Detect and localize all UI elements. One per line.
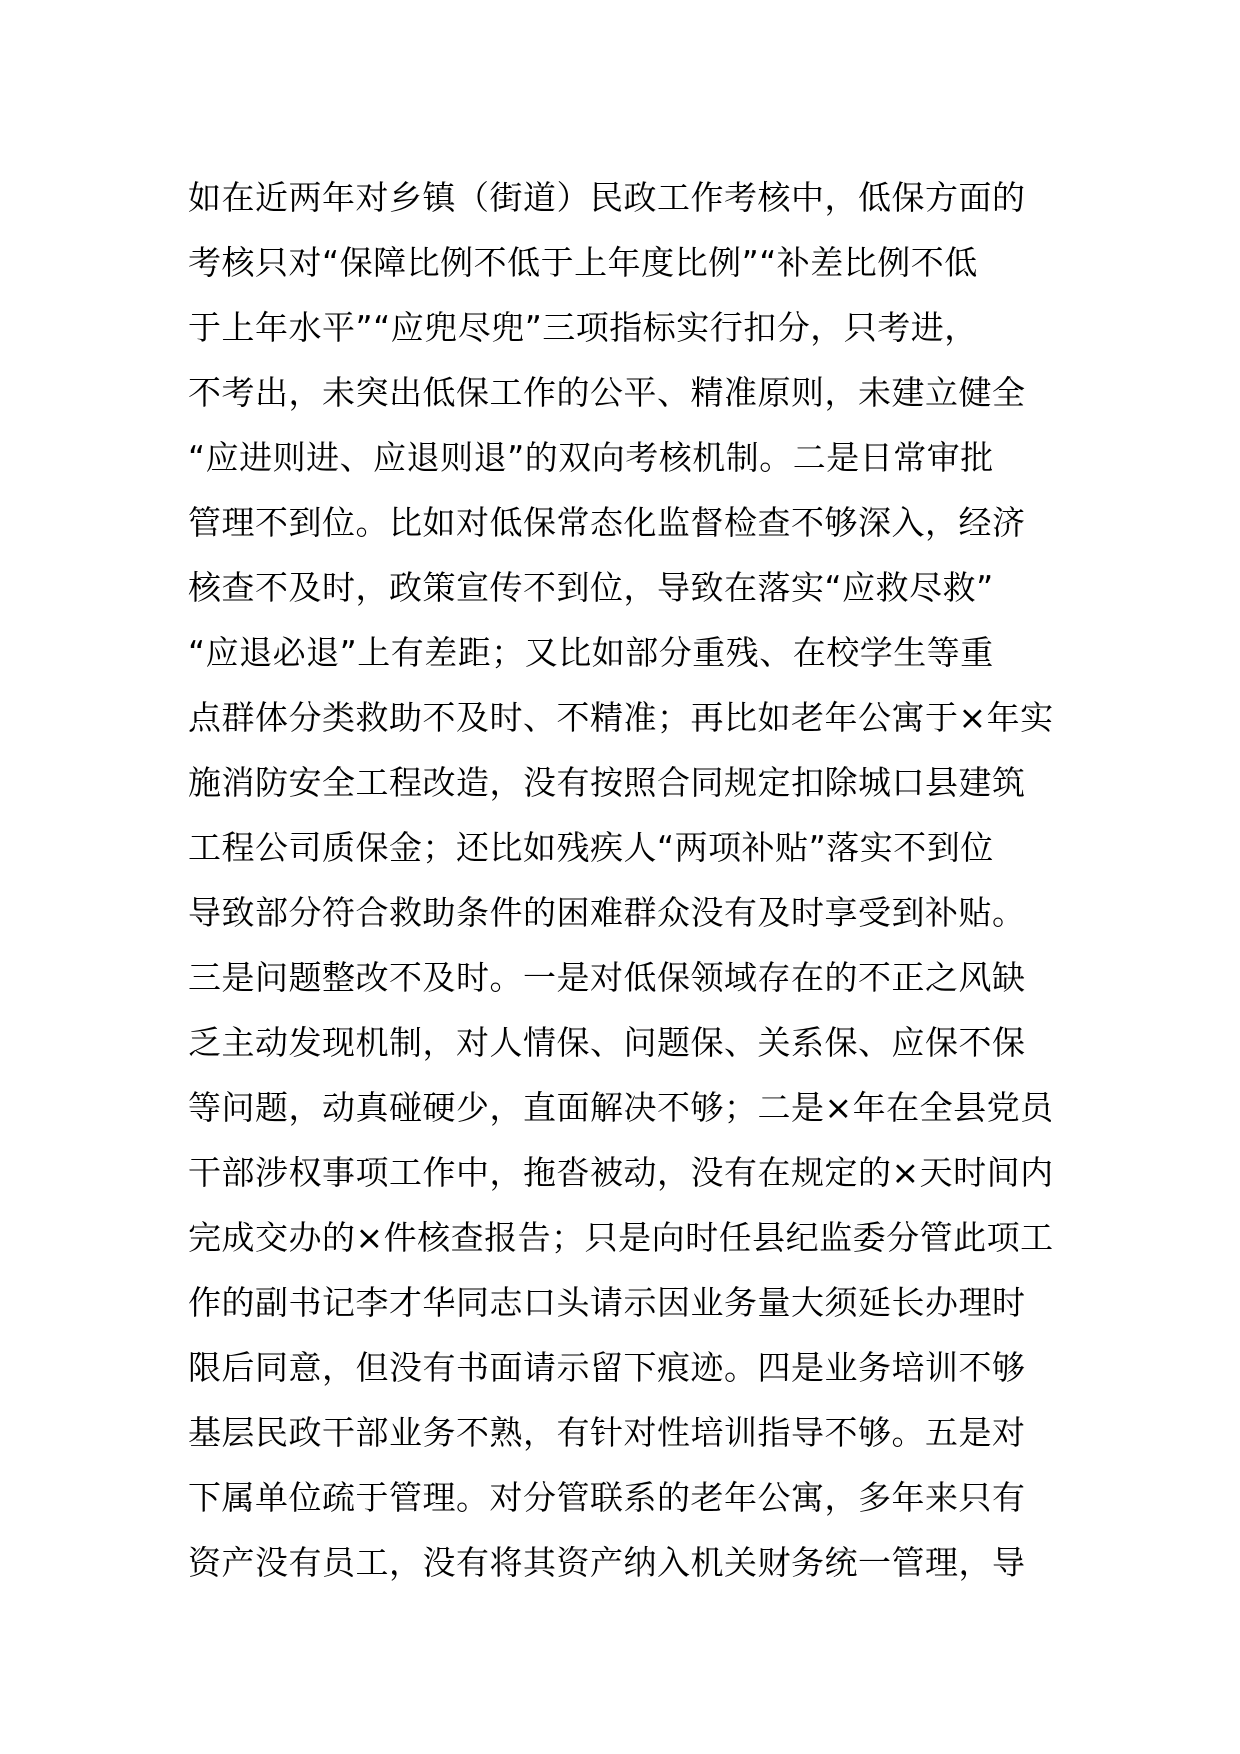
text-line: 干部涉权事项工作中，拖沓被动，没有在规定的×天时间内: [188, 1153, 1054, 1192]
text-line: 点群体分类救助不及时、不精准；再比如老年公寓于×年实: [188, 698, 1054, 737]
text-line: 完成交办的×件核查报告；只是向时任县纪监委分管此项工: [188, 1218, 1054, 1257]
text-line: 施消防安全工程改造，没有按照合同规定扣除城口县建筑: [188, 763, 1026, 802]
body-text: [188, 165, 1068, 1595]
text-line: “应进则进、应退则退”的双向考核机制。二是日常审批: [188, 438, 994, 477]
text-line: 工程公司质保金；还比如残疾人“两项补贴”落实不到位: [188, 828, 994, 867]
text-line: 考核只对“保障比例不低于上年度比例”“补差比例不低: [188, 243, 978, 282]
text-line: 作的副书记李才华同志口头请示因业务量大须延长办理时: [188, 1283, 1026, 1322]
text-line: 乏主动发现机制，对人情保、问题保、关系保、应保不保: [188, 1023, 1026, 1062]
text-line: 等问题，动真碰硬少，直面解决不够；二是×年在全县党员: [188, 1088, 1054, 1127]
text-line: 限后同意，但没有书面请示留下痕迹。四是业务培训不够: [188, 1348, 1026, 1387]
text-line: 基层民政干部业务不熟，有针对性培训指导不够。五是对: [188, 1413, 1026, 1452]
text-line: 不考出，未突出低保工作的公平、精准原则，未建立健全: [188, 373, 1026, 412]
text-line: 核查不及时，政策宣传不到位，导致在落实“应救尽救”: [188, 568, 994, 607]
text-line: 如在近两年对乡镇（街道）民政工作考核中，低保方面的: [188, 178, 1026, 217]
text-line: 导致部分符合救助条件的困难群众没有及时享受到补贴。: [188, 893, 1026, 932]
text-line: 三是问题整改不及时。一是对低保领域存在的不正之风缺: [188, 958, 1026, 997]
text-line: 管理不到位。比如对低保常态化监督检查不够深入，经济: [188, 503, 1026, 542]
text-line: 资产没有员工，没有将其资产纳入机关财务统一管理，导: [188, 1543, 1026, 1582]
text-line: 下属单位疏于管理。对分管联系的老年公寓，多年来只有: [188, 1478, 1026, 1517]
text-line: “应退必退”上有差距；又比如部分重残、在校学生等重: [188, 633, 994, 672]
text-line: 于上年水平”“应兜尽兜”三项指标实行扣分，只考进，: [188, 308, 978, 347]
